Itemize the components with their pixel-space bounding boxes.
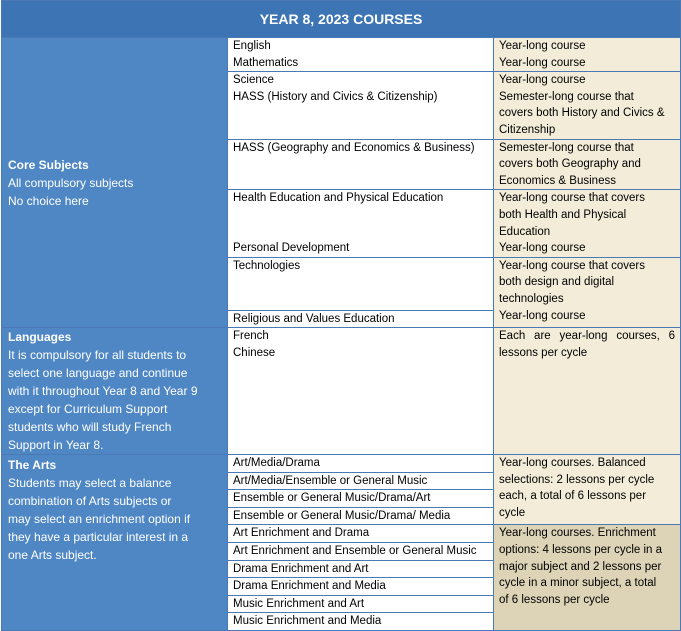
table-row bbox=[2, 38, 681, 72]
table-row bbox=[2, 455, 681, 525]
subject-technologies: Technologies bbox=[233, 259, 301, 272]
spacer bbox=[233, 291, 488, 308]
description-line: options: 4 lessons per cycle in a bbox=[499, 544, 663, 557]
description-cell bbox=[494, 190, 681, 257]
description-cell bbox=[494, 455, 681, 525]
description-line: major subject and 2 lessons per bbox=[499, 560, 662, 573]
subject-drama-enrichment-media: Drama Enrichment and Media bbox=[228, 578, 493, 596]
subject-cell bbox=[228, 72, 494, 139]
core-line: All compulsory subjects bbox=[8, 175, 134, 190]
description-line: Economics & Business bbox=[499, 174, 616, 187]
subject-cell bbox=[228, 190, 494, 257]
subject-personal-development: Personal Development bbox=[233, 242, 350, 255]
languages-line: select one language and continue bbox=[8, 366, 188, 381]
description-cell bbox=[494, 72, 681, 139]
core-subjects-cell bbox=[2, 38, 228, 328]
languages-cell bbox=[2, 328, 228, 455]
spacer bbox=[233, 224, 488, 241]
description-line: Citizenship bbox=[499, 123, 556, 136]
arts-cell bbox=[2, 455, 228, 631]
arts-line: they have a particular interest in a bbox=[8, 530, 189, 545]
subject-mathematics: Mathematics bbox=[233, 56, 299, 69]
subject-music-enrichment-art: Music Enrichment and Art bbox=[228, 596, 493, 614]
description-line: Year-long courses. Balanced bbox=[499, 457, 646, 470]
description-cell bbox=[494, 139, 681, 190]
subject-cell bbox=[228, 525, 494, 631]
languages-description: Each are year-long courses, 6 lessons per cycle bbox=[499, 330, 676, 359]
description-line: Semester-long course that bbox=[499, 90, 634, 103]
description-line: both design and digital bbox=[499, 276, 615, 289]
description-line: both Health and Physical bbox=[499, 208, 627, 221]
description-line: Year-long course that covers bbox=[499, 192, 645, 205]
description-line: Year-long course bbox=[499, 242, 586, 255]
subject-art-enrichment-drama: Art Enrichment and Drama bbox=[228, 525, 493, 543]
description-line: Year-long courses. Enrichment bbox=[499, 527, 656, 540]
subject-cell bbox=[228, 38, 494, 72]
description-line: each, a total of 6 lessons per bbox=[499, 490, 647, 503]
subject-art-enrichment-ensemble: Art Enrichment and Ensemble or General Music bbox=[228, 543, 493, 561]
subject-ensemble-drama-art: Ensemble or General Music/Drama/Art bbox=[228, 490, 493, 508]
arts-line: Students may select a balance bbox=[8, 476, 172, 491]
core-subjects-heading: Core Subjects bbox=[8, 157, 89, 172]
subject-cell bbox=[228, 455, 494, 525]
title-row bbox=[2, 1, 681, 38]
languages-line: students who will study French bbox=[8, 420, 172, 435]
subject-hass-history: HASS (History and Civics & Citizenship) bbox=[233, 90, 438, 103]
languages-line: It is compulsory for all students to bbox=[8, 348, 187, 363]
description-line: selections: 2 lessons per cycle bbox=[499, 473, 655, 486]
description-line: Semester-long course that bbox=[499, 141, 634, 154]
description-line: Year-long course bbox=[499, 56, 586, 69]
description-line: of 6 lessons per cycle bbox=[499, 593, 610, 606]
subject-cell bbox=[228, 328, 494, 455]
description-cell bbox=[494, 38, 681, 72]
description-line: covers both Geography and bbox=[499, 158, 641, 171]
description-line: Year-long course that covers bbox=[499, 259, 645, 272]
arts-line: combination of Arts subjects or bbox=[8, 494, 172, 509]
languages-line: except for Curriculum Support bbox=[8, 402, 168, 417]
courses-table bbox=[1, 0, 681, 631]
subject-english: English bbox=[233, 40, 271, 52]
description-line: cycle bbox=[499, 506, 526, 519]
languages-line: with it throughout Year 8 and Year 9 bbox=[8, 384, 198, 399]
subject-hass-geography: HASS (Geography and Economics & Business) bbox=[233, 141, 475, 154]
spacer bbox=[233, 207, 488, 224]
description-line: technologies bbox=[499, 292, 564, 305]
description-line: cycle in a minor subject, a total bbox=[499, 577, 657, 590]
description-cell bbox=[494, 328, 681, 455]
arts-heading: The Arts bbox=[8, 458, 57, 473]
languages-heading: Languages bbox=[8, 330, 72, 345]
subject-science: Science bbox=[233, 74, 274, 87]
description-line: Year-long course bbox=[499, 40, 586, 52]
description-line: covers both History and Civics & bbox=[499, 107, 665, 120]
subject-ensemble-drama-media: Ensemble or General Music/Drama/ Media bbox=[233, 509, 451, 522]
core-line: No choice here bbox=[8, 193, 89, 208]
description-cell bbox=[494, 525, 681, 631]
spacer bbox=[233, 274, 488, 291]
subject-chinese: Chinese bbox=[233, 346, 276, 359]
table-title: YEAR 8, 2023 COURSES bbox=[2, 1, 681, 38]
table-row bbox=[2, 328, 681, 455]
arts-line: one Arts subject. bbox=[8, 548, 97, 563]
description-line: Year-long course bbox=[499, 74, 586, 87]
subject-drama-enrichment-art: Drama Enrichment and Art bbox=[228, 561, 493, 579]
description-line: Year-long course bbox=[499, 309, 586, 322]
subject-religious-values: Religious and Values Education bbox=[233, 312, 395, 325]
subject-french: French bbox=[233, 330, 269, 343]
subject-health-pe: Health Education and Physical Education bbox=[233, 192, 444, 205]
subject-art-media-ensemble: Art/Media/Ensemble or General Music bbox=[228, 473, 493, 491]
subject-cell bbox=[228, 257, 494, 327]
languages-line: Support in Year 8. bbox=[8, 438, 104, 453]
description-cell bbox=[494, 257, 681, 327]
subject-art-media-drama: Art/Media/Drama bbox=[228, 455, 493, 473]
subject-cell bbox=[228, 139, 494, 190]
subject-music-enrichment-media: Music Enrichment and Media bbox=[233, 615, 382, 628]
description-line: Education bbox=[499, 225, 551, 238]
arts-line: may select an enrichment option if bbox=[8, 512, 191, 527]
